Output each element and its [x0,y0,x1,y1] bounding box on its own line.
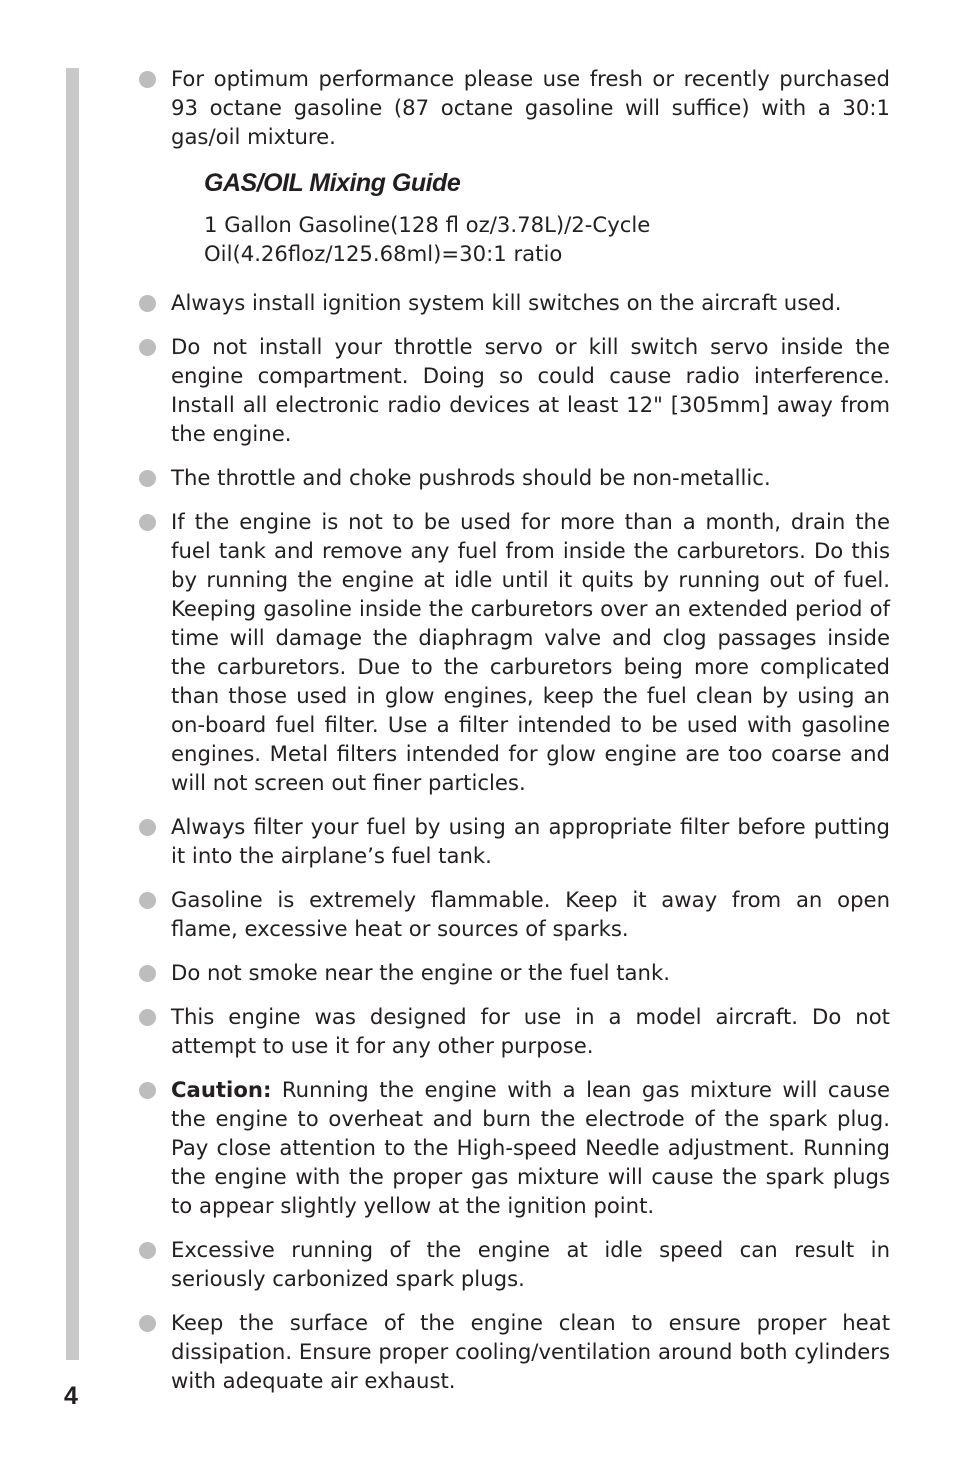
caution-label: Caution: [171,1077,272,1102]
bullet-dot [139,965,156,982]
bullet-text: Keep the surface of the engine clean to ensure proper heat dissipation. Ensure proper cooling/ventilation around both cylinders with adequate air exhaust. [171,1310,890,1393]
bullet-item [138,812,890,870]
bullet-dot [139,892,156,909]
bullet-dot [139,1082,156,1099]
bullet-text: Always filter your fuel by using an appropriate filter before putting it into the airplane’s fuel tank. [171,814,890,868]
bullet-text: Gasoline is extremely flammable. Keep it away from an open flame, excessive heat or sources of sparks. [171,887,890,941]
bullet-item [138,1002,890,1060]
caution-text: Running the engine with a lean gas mixture will cause the engine to overheat and burn the electrode of the spark plug. Pay close attention to the High-speed Needle adjustment. Running the engine with the proper gas mixture will cause the spark plugs to appear slightly yellow at the ignition point. [171,1077,890,1218]
bullet-dot [139,1315,156,1332]
bullet-text: Do not smoke near the engine or the fuel tank. [171,960,670,985]
bullet-dot [139,295,156,312]
document-body [138,64,890,1410]
bullet-dot [139,514,156,531]
bullet-item [138,463,890,492]
bullet-text: For optimum performance please use fresh or recently purchased 93 octane gasoline (87 octane gasoline will suffice) with a 30:1 gas/oil mixture. [171,66,890,149]
bullet-text: If the engine is not to be used for more than a month, drain the fuel tank and remove any fuel from inside the carburetors. Do this by running the engine at idle until it quits by running out of fuel. Keeping gasoline inside the carburetors over an extended period of time will damage the diaphragm valve and clog passages inside the carburetors. Due to the carburetors being more complicated than those used in glow engines, keep the fuel clean by using an on-board fuel filter. Use a filter intended to be used with gasoline engines. Metal filters intended for glow engine are too coarse and will not screen out finer particles. [171,509,890,795]
bullet-dot [139,819,156,836]
bullet-dot [139,339,156,356]
page-number: 4 [64,1382,78,1410]
bullet-item [138,1235,890,1293]
bullet-item [138,332,890,448]
side-bar [66,68,79,1360]
bullet-item [138,958,890,987]
mixing-guide-title: GAS/OIL Mixing Guide [204,169,461,197]
bullet-text: The throttle and choke pushrods should be non-metallic. [171,465,771,490]
bullet-text [171,1075,890,1220]
bullet-item [138,507,890,797]
bullet-item-caution [138,1075,890,1220]
bullet-dot [139,1009,156,1026]
mixing-guide-line: Oil(4.26floz/125.68ml)=30:1 ratio [204,241,563,266]
bullet-dot [139,71,156,88]
bullet-item [138,288,890,317]
bullet-item [138,64,890,151]
bullet-dot [139,1242,156,1259]
bullet-text: Do not install your throttle servo or kill switch servo inside the engine compartment. Doing so could cause radio interference. Install all electronic radio devices at least 12" [305mm] away from the engine. [171,334,890,446]
bullet-dot [139,470,156,487]
bullet-text: Excessive running of the engine at idle speed can result in seriously carbonized spark plugs. [171,1237,890,1291]
mixing-guide [138,166,890,268]
mixing-guide-line: 1 Gallon Gasoline(128 fl oz/3.78L)/2-Cycle [204,212,651,237]
bullet-text: This engine was designed for use in a model aircraft. Do not attempt to use it for any other purpose. [171,1004,890,1058]
bullet-text: Always install ignition system kill switches on the aircraft used. [171,290,842,315]
bullet-item [138,885,890,943]
bullet-item [138,1308,890,1395]
